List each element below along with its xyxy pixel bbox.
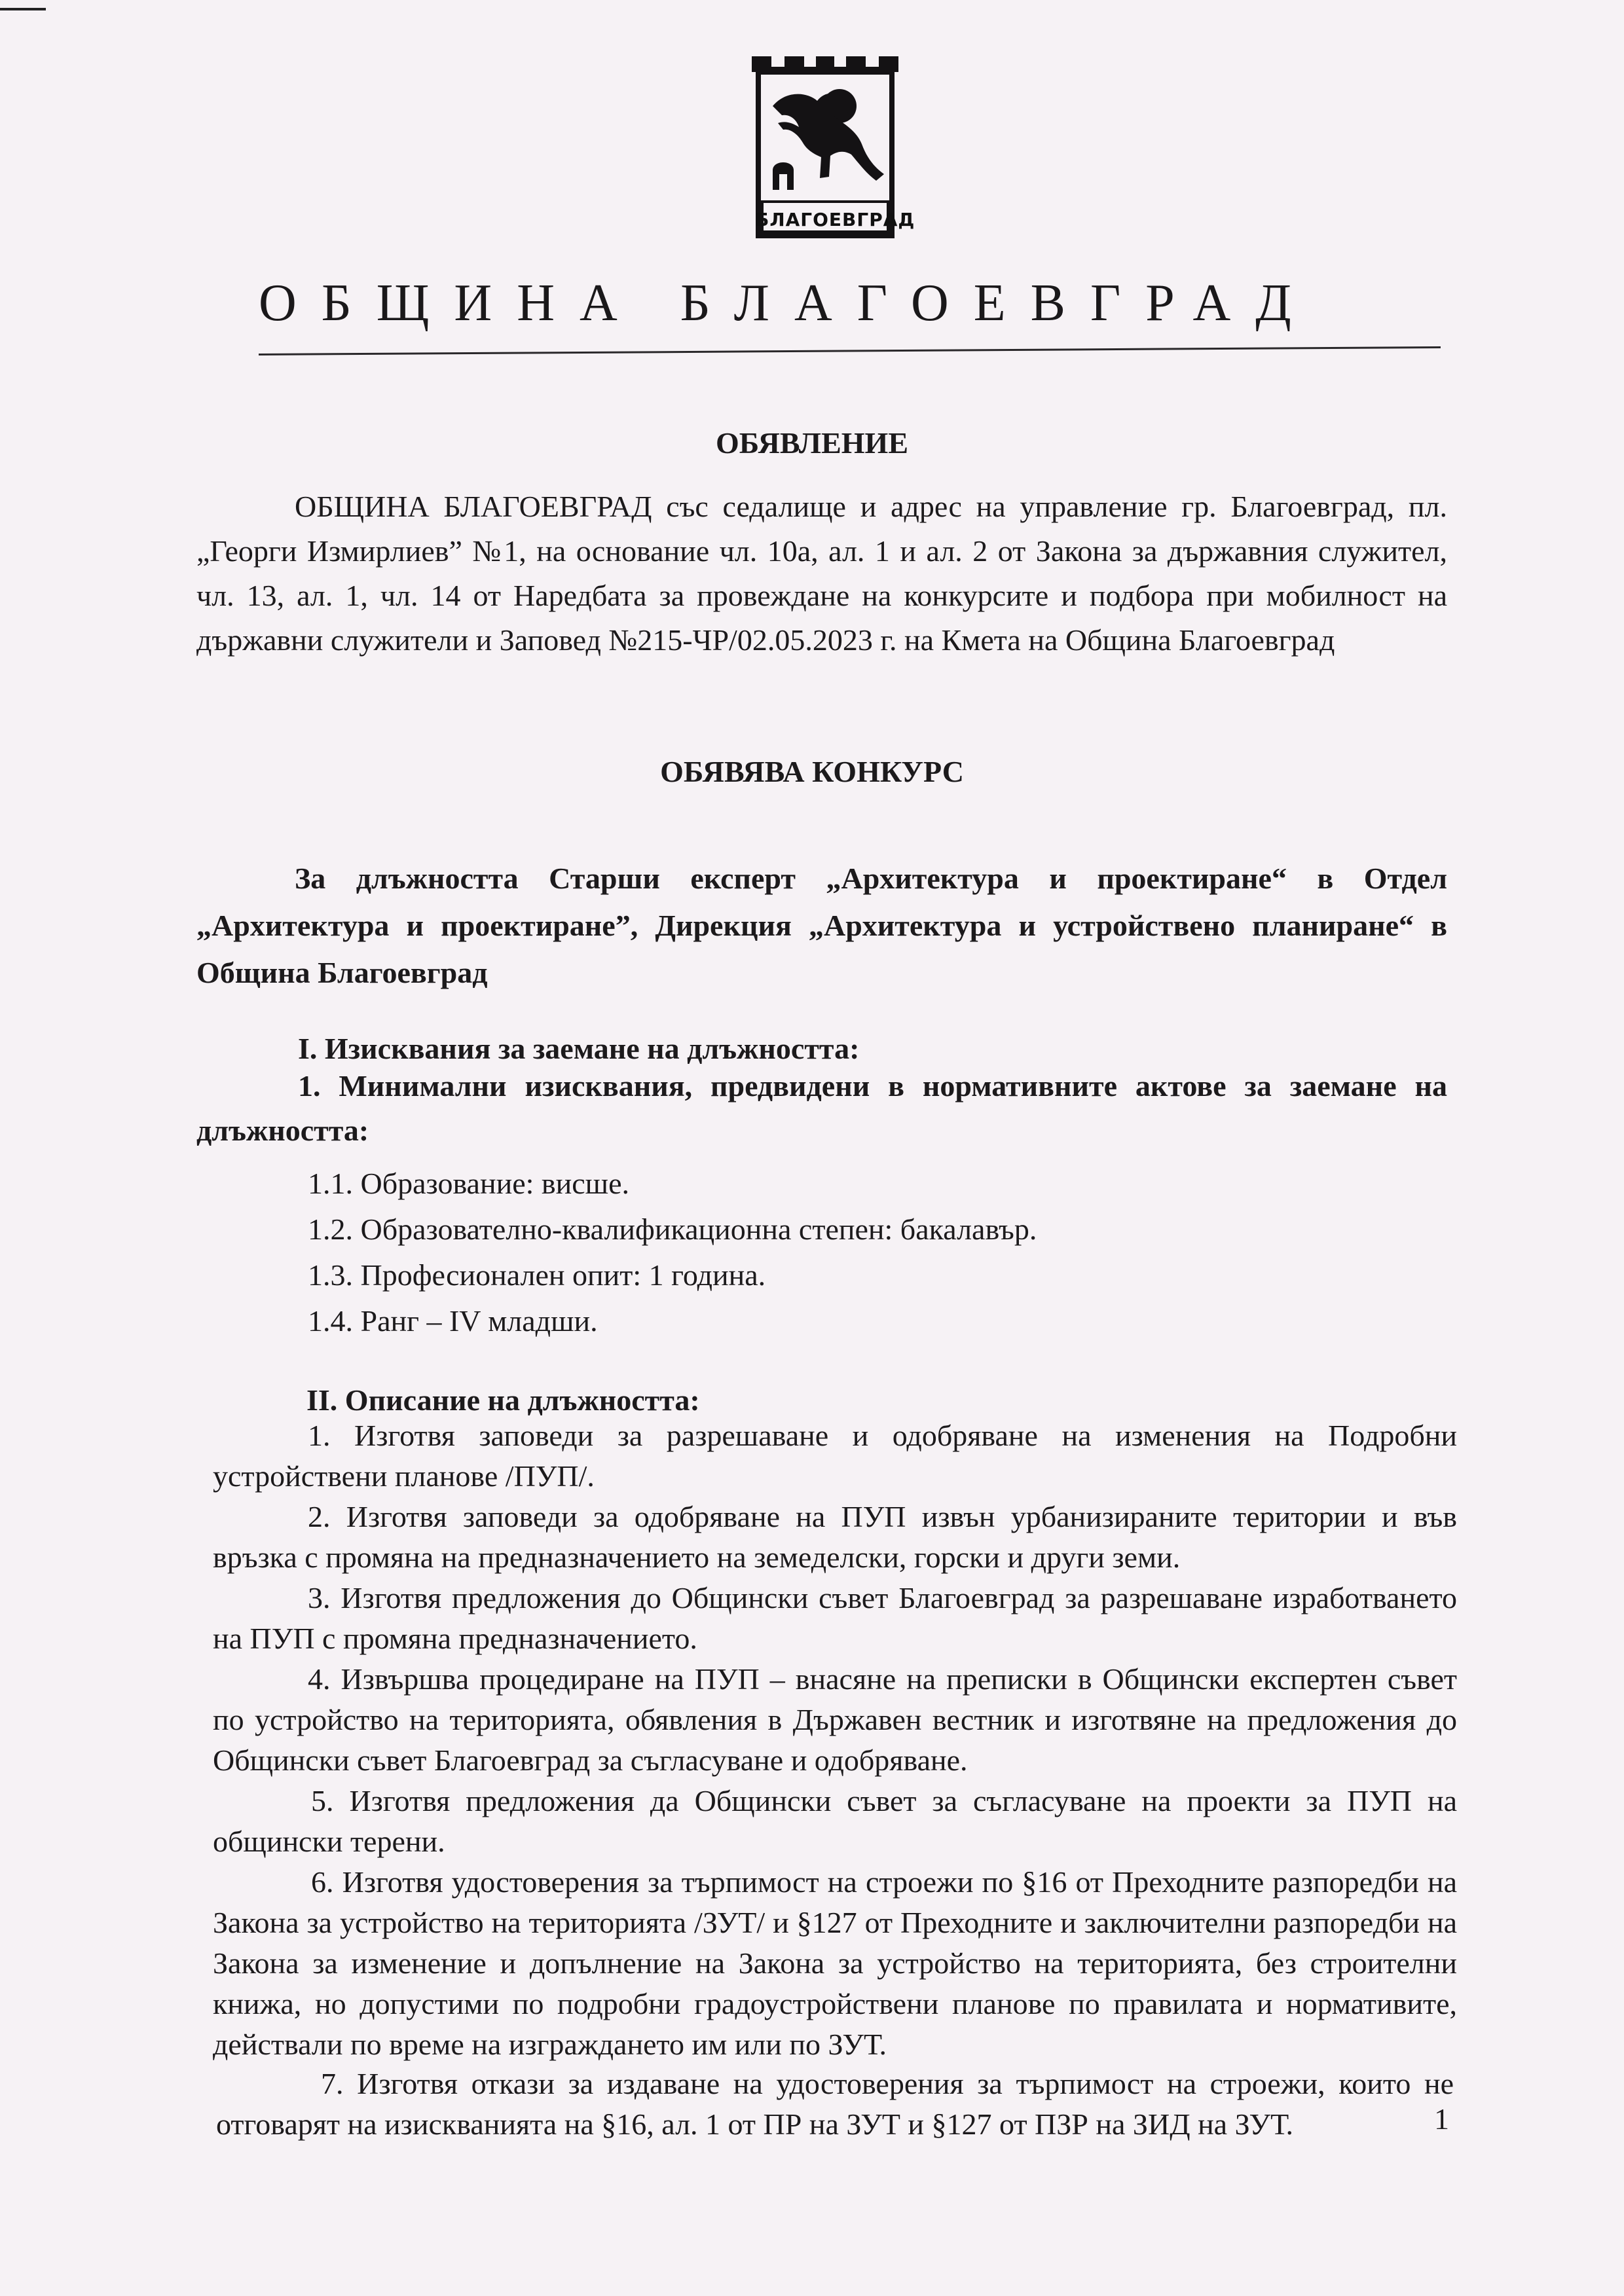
duty-item: 7. Изготвя откази за издаване на удостоверения за търпимост на строежи, които не отговарят на изискванията на §16, ал. 1 от ПР на ЗУТ и §127 от ПЗР на ЗИД на ЗУТ. xyxy=(216,2067,1454,2141)
requirement-item: 1.3. Професионален опит: 1 година. xyxy=(308,1258,766,1292)
intro-paragraph: ОБЩИНА БЛАГОЕВГРАД със седалище и адрес на управление гр. Благоевград, пл. „Георги Измирлиев” №1, на основание чл. 10а, ал. 1 и ал. 2 от Закона за държавния служител, чл. 13, ал. 1, чл. 14 от Наредбата за провеждане на конкурсите и подбора при мобилност на държавни служители и Заповед №215-ЧР/02.05.2023 г. на Кмета на Община Благоевград xyxy=(196,490,1447,657)
document-heading: ОБЯВЛЕНИЕ xyxy=(715,426,908,460)
announce-heading: ОБЯВЯВА КОНКУРС xyxy=(660,755,964,788)
title-underline xyxy=(259,346,1441,355)
duty-item: 2. Изготвя заповеди за одобряване на ПУП извън урбанизираните територии и във връзка с промяна на предназначението на земеделски, горски и други земи. xyxy=(213,1500,1457,1574)
section2-title: II. Описание на длъжността: xyxy=(306,1383,700,1417)
position-paragraph: За длъжността Старши експерт „Архитектура и проектиране“ в Отдел „Архитектура и проектиране”, Дирекция „Архитектура и устройствено планиране“ в Община Благоевград xyxy=(196,862,1447,989)
organization-title: ОБЩИНА БЛАГОЕВГРАД xyxy=(259,274,1316,332)
page-number: 1 xyxy=(1434,2102,1449,2136)
section1-subtitle: 1. Минимални изисквания, предвидени в нормативните актове за заемане на длъжността: xyxy=(196,1069,1447,1147)
scan-edge-mark xyxy=(0,8,46,10)
duty-item: 4. Извършва процедиране на ПУП – внасяне на преписки в Общински експертен съвет по устройство на територията, обявления в Държавен вестник и изготвяне на предложения до Общински съвет Благоевград за съгласуване и одобряване. xyxy=(213,1662,1457,1777)
section1-title: I. Изисквания за заемане на длъжността: xyxy=(298,1032,860,1065)
duty-item: 1. Изготвя заповеди за разрешаване и одобряване на изменения на Подробни устройствени планове /ПУП/. xyxy=(213,1419,1457,1493)
requirement-item: 1.4. Ранг – IV младши. xyxy=(308,1304,598,1338)
crest-label: БЛАГОЕВГРАД xyxy=(755,209,915,230)
requirement-item: 1.2. Образователно-квалификационна степен: бакалавър. xyxy=(308,1212,1037,1246)
requirement-item: 1.1. Образование: висше. xyxy=(308,1167,629,1200)
duty-item: 3. Изготвя предложения до Общински съвет Благоевград за разрешаване изработването на ПУП с промяна предназначението. xyxy=(213,1581,1457,1655)
duty-item: 5. Изготвя предложения да Общински съвет за съгласуване на проекти за ПУП на общински терени. xyxy=(213,1784,1457,1858)
duty-item: 6. Изготвя удостоверения за търпимост на строежи по §16 от Преходните разпоредби на Закона за устройство на територията /ЗУТ/ и §127 от Преходните и заключителни разпоредби на Закона за изменение и допълнение на Закона за устройство на територията, без строителни книжа, но допустими по подробни градоустройствени планове по правилата и нормативите, действали по време на изграждането им или по ЗУТ. xyxy=(213,1865,1457,2061)
